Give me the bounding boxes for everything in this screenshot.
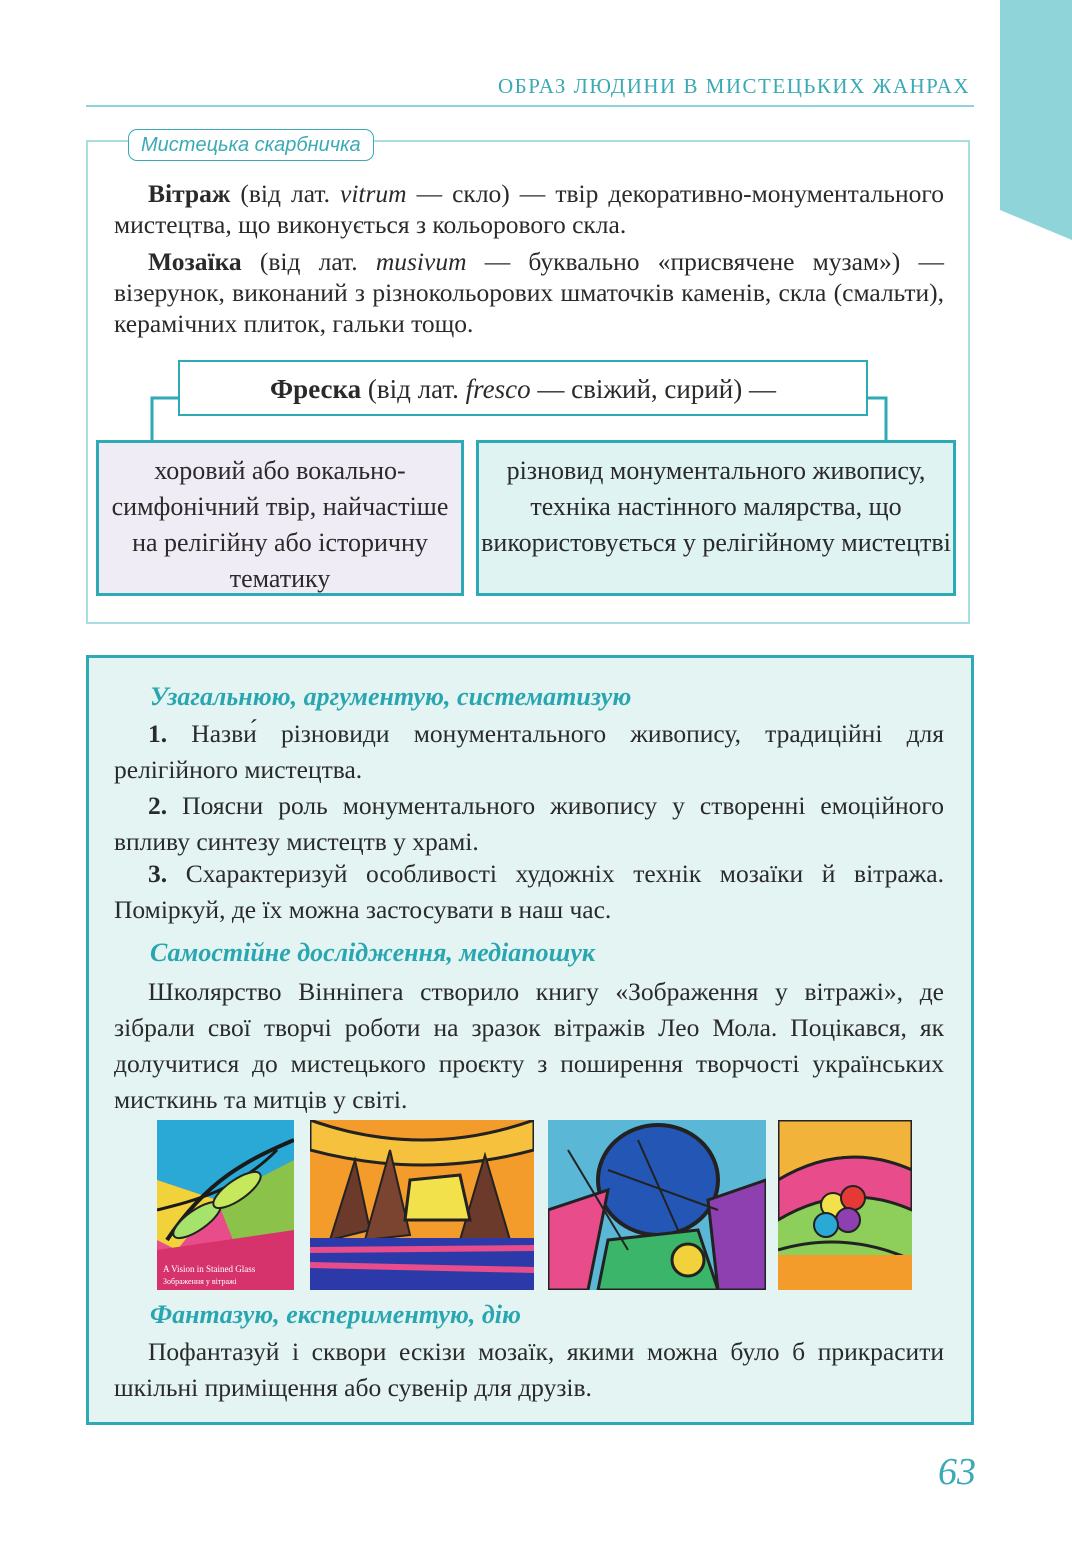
treasury-tab-label: Мистецька скарбничка xyxy=(128,129,374,161)
term-fresco: Фреска xyxy=(269,374,362,404)
task-item-2: 2. Поясни роль монументального живопису у створенні емоційного впливу синтезу мистецтв у храмі. xyxy=(114,791,944,856)
term-vitrazh: Вітраж xyxy=(148,179,231,208)
definition-vitrazh: Вітраж (від лат. vitrum — скло) — твір декоративно-монументального мистецтва, що виконується з кольорового скла. xyxy=(114,179,945,239)
term-mozaika: Мозаїка xyxy=(148,247,242,276)
stained-glass-image-3 xyxy=(548,1120,766,1290)
latin-word-musivum: musivum xyxy=(375,247,467,276)
fresco-option-right[interactable]: різновид монументального живопису, техніка настінного малярства, що використовується у релігійному мистецтві xyxy=(476,440,956,596)
corner-tab-decoration xyxy=(1000,0,1072,240)
section-title-research: Самостійне дослідження, медіапошук xyxy=(150,938,596,967)
page-number: 63 xyxy=(938,1451,976,1493)
stained-glass-image-4 xyxy=(778,1120,912,1290)
stained-glass-image-2 xyxy=(310,1120,534,1290)
image1-caption-en: A Vision in Stained Glass xyxy=(163,1264,256,1274)
research-paragraph: Школярство Вінніпега створило книгу «Зображення у вітражі», де зібрали свої творчі роботи на зразок вітражів Лео Мола. Поцікався, як долучитися до мистецького проєкту з поширення творчості українських мисткинь та митців у світі. xyxy=(114,977,944,1114)
running-header: ОБРАЗ ЛЮДИНИ В МИСТЕЦЬКИХ ЖАНРАХ xyxy=(498,74,970,98)
section-title-generalize: Узагальнюю, аргументую, систематизую xyxy=(150,682,632,711)
task-item-1: 1. Назви́ різновиди монументального живопису, традиційні для релігійного мистецтва. xyxy=(114,719,944,784)
task-item-3: 3. Схарактеризуй особливості художніх технік мозаїки й вітража. Поміркуй, де їх можна застосувати в наш час. xyxy=(114,859,944,924)
definition-mozaika: Мозаїка (від лат. musivum — буквально «присвячене музам») — візерунок, виконаний з різнокольорових шматочків каменів, скла (смальти), керамічних плиток, гальки тощо. xyxy=(114,247,944,338)
image1-caption-ua: Зображення у вітражі xyxy=(163,1277,237,1286)
stained-glass-image-1 xyxy=(157,1120,294,1290)
latin-word-fresco: fresco xyxy=(465,374,531,404)
fresco-option-left[interactable]: хоровий або вокально-симфонічний твір, найчастіше на релігійну або історичну тематику xyxy=(96,440,464,596)
fantasy-paragraph: Пофантазуй і сквори ескізи мозаїк, якими можна було б прикрасити шкільні приміщення або сувенір для друзів. xyxy=(114,1337,944,1402)
section-title-fantasy: Фантазую, експериментую, дію xyxy=(150,1300,521,1329)
latin-word-vitrum: vitrum xyxy=(340,179,407,208)
header-rule xyxy=(86,105,974,107)
fresco-question: Фреска (від лат. fresco — свіжий, сирий) — xyxy=(178,360,868,416)
